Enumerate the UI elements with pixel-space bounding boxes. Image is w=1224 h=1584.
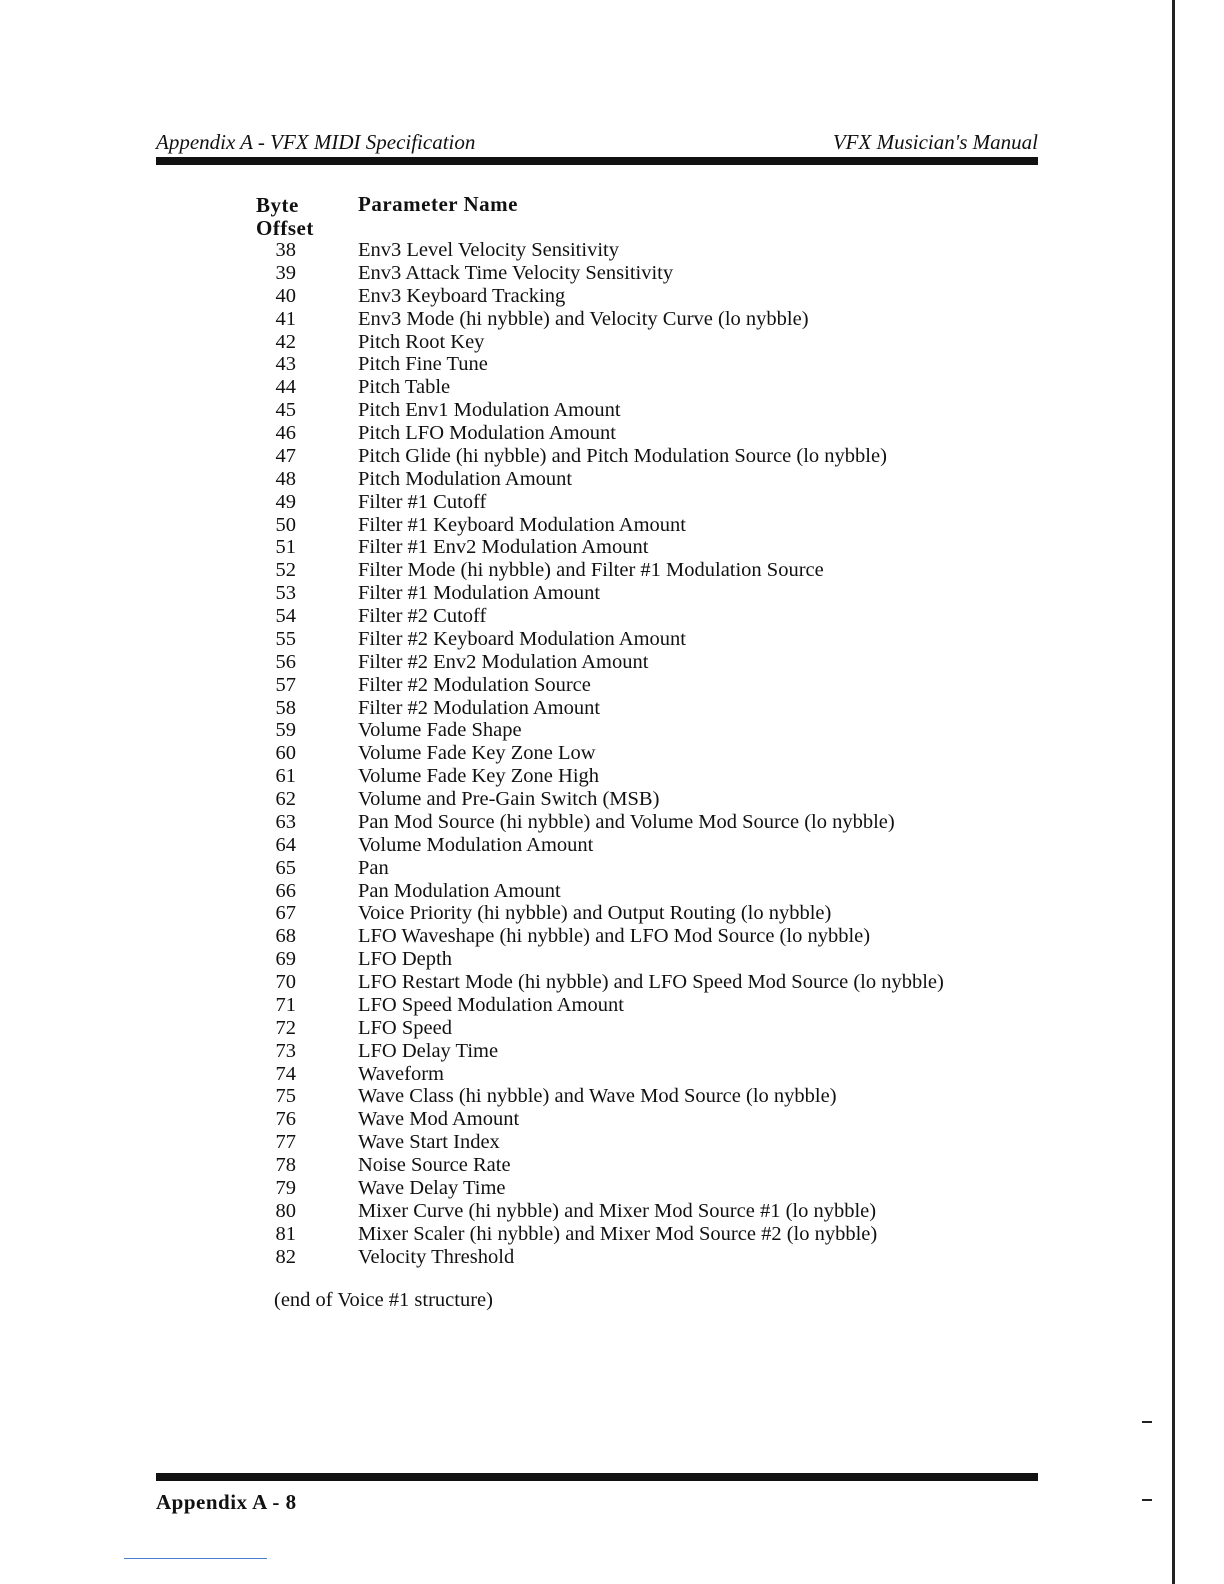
parameter-name: Pitch Root Key	[358, 330, 485, 353]
byte-offset: 46	[275, 422, 296, 444]
parameter-name: Pitch LFO Modulation Amount	[358, 422, 616, 444]
byte-offset: 80	[275, 1199, 296, 1222]
byte-offset: 45	[275, 399, 296, 422]
parameter-name: Pan Modulation Amount	[358, 879, 561, 902]
byte-offset: 58	[275, 696, 296, 719]
parameter-name: Wave Mod Amount	[358, 1108, 520, 1131]
header-rule	[156, 157, 1038, 165]
byte-offset: 73	[275, 1039, 296, 1062]
column-header-offset: Offset	[256, 216, 314, 240]
parameter-name: Noise Source Rate	[358, 1154, 511, 1176]
page-footer: Appendix A - 8	[156, 1490, 297, 1514]
scan-edge-mark	[1142, 1421, 1152, 1423]
parameter-name: Env3 Attack Time Velocity Sensitivity	[358, 261, 674, 284]
scan-artifact-line	[124, 1558, 267, 1559]
parameter-name: Wave Class (hi nybble) and Wave Mod Source (lo nybble)	[358, 1085, 837, 1108]
parameter-name: Pan	[358, 856, 389, 879]
byte-offset: 55	[275, 627, 296, 650]
byte-offset: 71	[275, 993, 296, 1016]
byte-offset: 63	[275, 810, 296, 833]
byte-offset: 59	[275, 719, 296, 742]
parameter-name: Volume Modulation Amount	[358, 833, 594, 856]
byte-offset: 60	[275, 742, 296, 765]
byte-offset: 50	[275, 513, 296, 536]
parameter-name: Volume Fade Shape	[358, 719, 522, 742]
running-header-left: Appendix A - VFX MIDI Specification	[156, 130, 476, 154]
byte-offset: 41	[275, 307, 296, 330]
parameter-name: LFO Speed Modulation Amount	[358, 993, 624, 1016]
byte-offset: 56	[275, 650, 296, 673]
byte-offset: 72	[275, 1016, 296, 1039]
byte-offset: 69	[275, 948, 296, 971]
byte-offset: 79	[275, 1176, 296, 1199]
byte-offset: 47	[275, 444, 296, 467]
parameter-name: Filter #2 Env2 Modulation Amount	[358, 650, 649, 673]
byte-offset: 38	[275, 239, 296, 261]
byte-offset: 78	[275, 1154, 296, 1176]
column-header-parameter-name: Parameter Name	[358, 192, 518, 216]
byte-offset: 52	[275, 559, 296, 582]
byte-offset: 77	[275, 1131, 296, 1154]
parameter-name: Filter #1 Keyboard Modulation Amount	[358, 513, 686, 536]
parameter-name: Waveform	[358, 1062, 445, 1085]
byte-offset: 76	[275, 1108, 296, 1131]
byte-offset: 51	[275, 536, 296, 559]
parameter-name: Pitch Modulation Amount	[358, 467, 573, 490]
byte-offset: 65	[275, 856, 296, 879]
parameter-name: Env3 Mode (hi nybble) and Velocity Curve (lo nybble)	[358, 307, 809, 330]
column-header-byte-offset	[256, 194, 314, 240]
parameter-name: Filter Mode (hi nybble) and Filter #1 Modulation Source	[358, 559, 824, 582]
parameter-name: Volume Fade Key Zone Low	[358, 742, 596, 765]
parameter-name: Volume Fade Key Zone High	[358, 765, 600, 788]
byte-offset: 42	[275, 330, 296, 353]
parameter-name: LFO Delay Time	[358, 1039, 499, 1062]
parameter-name: Volume and Pre-Gain Switch (MSB)	[358, 788, 660, 810]
scan-edge-mark	[1142, 1499, 1152, 1501]
byte-offset: 67	[275, 902, 296, 925]
byte-offset: 40	[275, 284, 296, 307]
parameter-name: Voice Priority (hi nybble) and Output Routing (lo nybble)	[358, 902, 832, 925]
parameter-name: Filter #1 Modulation Amount	[358, 582, 601, 605]
byte-offset: 66	[275, 879, 296, 902]
byte-offset: 70	[275, 971, 296, 993]
byte-offset: 54	[275, 605, 296, 627]
parameter-name: Filter #2 Keyboard Modulation Amount	[358, 627, 686, 650]
end-note: (end of Voice #1 structure)	[274, 1289, 493, 1311]
byte-offset: 68	[275, 925, 296, 948]
byte-offset: 74	[275, 1062, 296, 1085]
parameter-name: LFO Restart Mode (hi nybble) and LFO Speed Mod Source (lo nybble)	[358, 971, 944, 993]
byte-offset: 57	[275, 673, 296, 696]
parameter-name: LFO Depth	[358, 948, 452, 971]
parameter-name: Mixer Curve (hi nybble) and Mixer Mod Source #1 (lo nybble)	[358, 1199, 877, 1222]
byte-offset: 53	[275, 582, 296, 605]
parameter-name: Filter #2 Modulation Source	[358, 673, 591, 696]
parameter-name: Filter #2 Modulation Amount	[358, 696, 601, 719]
parameter-name: Filter #2 Cutoff	[358, 605, 487, 627]
parameter-name: Filter #1 Cutoff	[358, 490, 487, 513]
parameter-name: Pitch Glide (hi nybble) and Pitch Modulation Source (lo nybble)	[358, 444, 887, 467]
footer-rule	[156, 1473, 1038, 1481]
parameter-name: LFO Speed	[358, 1016, 452, 1039]
byte-offset: 44	[275, 376, 296, 399]
parameter-name: Pitch Fine Tune	[358, 353, 488, 376]
byte-offset: 49	[275, 490, 296, 513]
byte-offset: 62	[275, 788, 296, 810]
parameter-name: LFO Waveshape (hi nybble) and LFO Mod Source (lo nybble)	[358, 925, 871, 948]
parameter-name: Filter #1 Env2 Modulation Amount	[358, 536, 649, 559]
parameter-name: Pitch Table	[358, 376, 451, 399]
byte-offset: 61	[275, 765, 296, 788]
scan-edge-line	[1172, 0, 1175, 1584]
byte-offset: 81	[275, 1222, 296, 1245]
running-header-right: VFX Musician's Manual	[832, 130, 1038, 154]
parameter-name: Env3 Level Velocity Sensitivity	[358, 239, 619, 261]
parameter-name: Mixer Scaler (hi nybble) and Mixer Mod Source #2 (lo nybble)	[358, 1222, 878, 1245]
byte-offset: 82	[275, 1245, 296, 1268]
parameter-name: Pan Mod Source (hi nybble) and Volume Mod Source (lo nybble)	[358, 810, 895, 833]
parameter-name: Pitch Env1 Modulation Amount	[358, 399, 621, 422]
column-header-byte: Byte	[256, 193, 299, 217]
parameter-name: Wave Start Index	[358, 1131, 500, 1154]
parameter-name: Wave Delay Time	[358, 1176, 506, 1199]
byte-offset: 75	[275, 1085, 296, 1108]
byte-offset: 48	[275, 467, 296, 490]
byte-offset: 64	[275, 833, 296, 856]
byte-offset: 43	[275, 353, 296, 376]
parameter-name: Velocity Threshold	[358, 1245, 515, 1268]
byte-offset: 39	[275, 261, 296, 284]
parameter-name: Env3 Keyboard Tracking	[358, 284, 566, 307]
